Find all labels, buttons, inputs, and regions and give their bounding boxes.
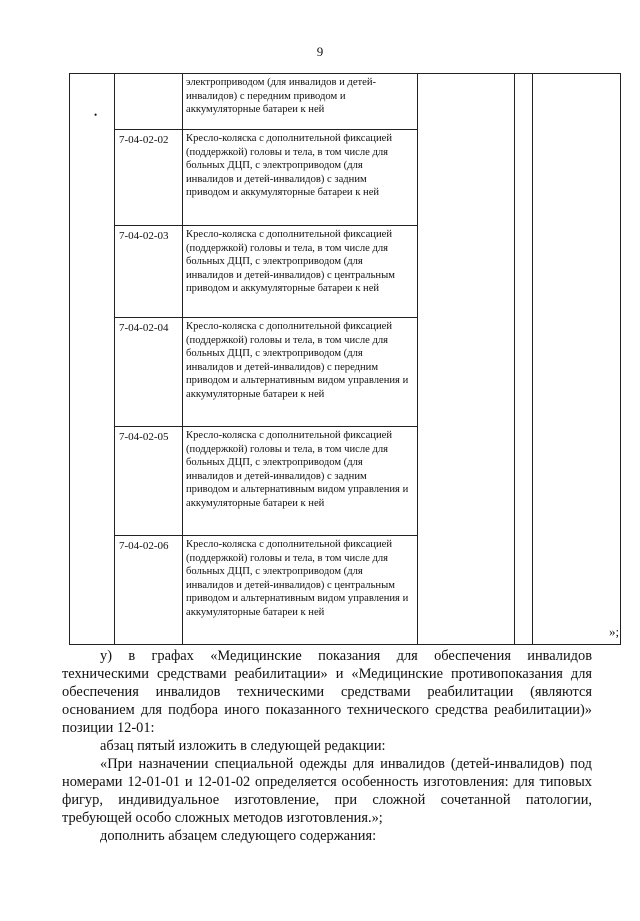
table-cell-description: Кресло-коляска с дополнительной фиксацией (поддержкой) головы и тела, в том числе для больных ДЦП, с электроприводом (для инвалидов и детей-инвалидов) с центральным приводом и аккумуляторные батареи к ней bbox=[183, 226, 418, 318]
paragraph-addition: дополнить абзацем следующего содержания: bbox=[100, 828, 377, 844]
table-cell-code: 7-04-02-03 bbox=[115, 226, 183, 318]
table-cell-description: электроприводом (для инвалидов и детей-инвалидов) с передним приводом и аккумуляторные батареи к ней bbox=[183, 74, 418, 130]
table-cell-narrow bbox=[515, 74, 533, 645]
table-cell-description: Кресло-коляска с дополнительной фиксацией (поддержкой) головы и тела, в том числе для больных ДЦП, с электроприводом (для инвалидов и детей-инвалидов) с центральным приводом и альтернативным видом управления и аккумуляторные батареи к ней bbox=[183, 536, 418, 645]
table-row bbox=[70, 74, 621, 130]
paragraph-instruction: абзац пятый изложить в следующей редакции: bbox=[100, 738, 386, 754]
table-cell-contraindications bbox=[533, 74, 621, 645]
table-cell-code: 7-04-02-05 bbox=[115, 427, 183, 536]
scan-speck: • bbox=[94, 110, 98, 120]
table-cell-code: 7-04-02-04 bbox=[115, 318, 183, 427]
table-closing-quote: »; bbox=[609, 624, 620, 639]
table-cell-description: Кресло-коляска с дополнительной фиксацией (поддержкой) головы и тела, в том числе для больных ДЦП, с электроприводом (для инвалидов и детей-инвалидов) с передним приводом и альтернативным видом управления и аккумуляторные батареи к ней bbox=[183, 318, 418, 427]
paragraph-quoted-text: «При назначении специальной одежды для инвалидов (детей-инвалидов) под номерами 12-01-01 и 12-01-02 определяется особенность изготовления: для типовых фигур, индивидуальное изготовление, при сложной сочетанной патологии, требующей особо сложных методов изготовления.»; bbox=[62, 756, 592, 826]
paragraph-amendment-u: у) в графах «Медицинские показания для обеспечения инвалидов техническими средствами реабилитации» и «Медицинские противопоказания для обеспечения инвалидов техническими средствами реабилитации (являются основанием для подбора иного показанного технического средства реабилитации)» позиции 12-01: bbox=[62, 648, 592, 736]
table-cell-description: Кресло-коляска с дополнительной фиксацией (поддержкой) головы и тела, в том числе для больных ДЦП, с электроприводом (для инвалидов и детей-инвалидов) с задним приводом и альтернативным видом управления и аккумуляторные батареи к ней bbox=[183, 427, 418, 536]
table-cell-description: Кресло-коляска с дополнительной фиксацией (поддержкой) головы и тела, в том числе для больных ДЦП, с электроприводом (для инвалидов и детей-инвалидов) с задним приводом и аккумуляторные батареи к ней bbox=[183, 130, 418, 226]
table-cell-code bbox=[115, 74, 183, 130]
page-number: 9 bbox=[316, 44, 324, 59]
body-text bbox=[62, 647, 592, 845]
table-cell-left bbox=[70, 74, 115, 645]
table-cell-indications bbox=[418, 74, 515, 645]
tsr-table bbox=[69, 73, 621, 645]
table-cell-code: 7-04-02-06 bbox=[115, 536, 183, 645]
table-cell-code: 7-04-02-02 bbox=[115, 130, 183, 226]
